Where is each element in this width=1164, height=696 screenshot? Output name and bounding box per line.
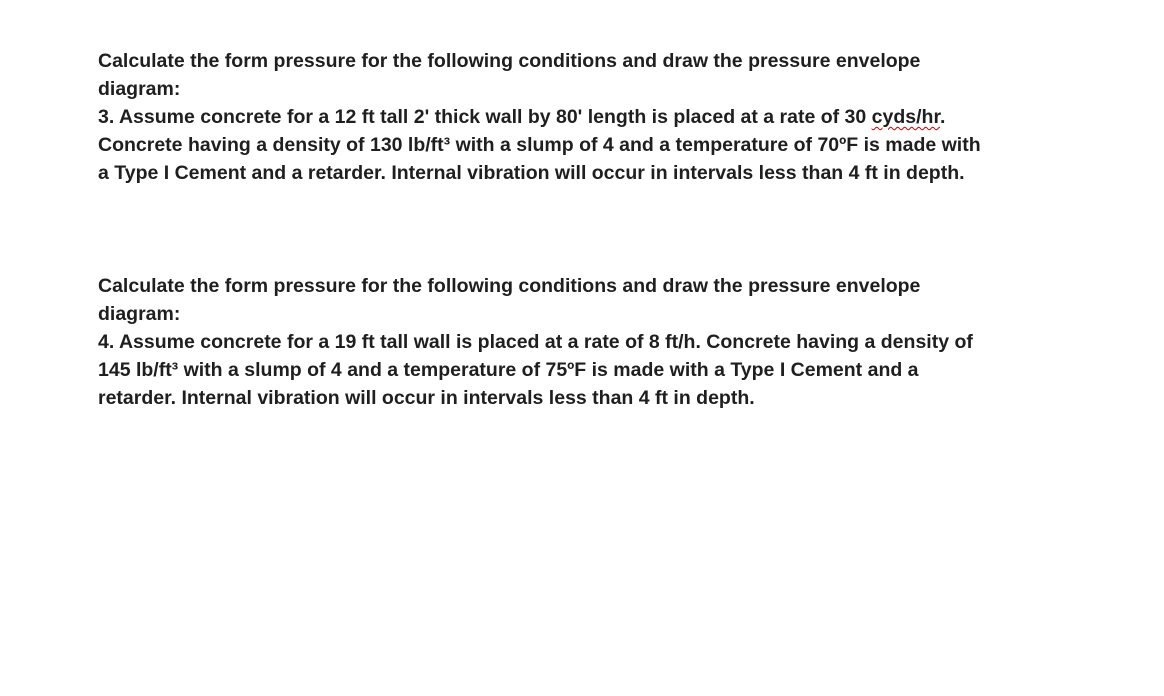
problem-3-line-1: Calculate the form pressure for the following conditions and draw the pressure envelope <box>98 50 921 72</box>
problem-3-block <box>98 47 1038 187</box>
problem-4-line-3: 4. Assume concrete for a 19 ft tall wall is placed at a rate of 8 ft/h. Concrete having a density of <box>98 331 973 353</box>
problem-3-line-2: diagram: <box>98 78 181 100</box>
problem-3-line-5: a Type I Cement and a retarder. Internal vibration will occur in intervals less than 4 ft in depth. <box>98 162 965 184</box>
problem-4-line-1: Calculate the form pressure for the following conditions and draw the pressure envelope <box>98 275 921 297</box>
spellcheck-flagged-word: cyds/hr <box>871 106 940 128</box>
problem-3-line-3-end: . <box>939 106 946 128</box>
problem-3-line-3-text: 3. Assume concrete for a 12 ft tall 2' thick wall by 80' length is placed at a rate of 30 <box>98 106 872 128</box>
problem-4-line-2: diagram: <box>98 303 181 325</box>
problem-3-line-3 <box>98 103 1038 131</box>
problem-3-line-4: Concrete having a density of 130 lb/ft³ with a slump of 4 and a temperature of 70ºF is made with <box>98 134 981 156</box>
problem-4-line-5: retarder. Internal vibration will occur in intervals less than 4 ft in depth. <box>98 387 755 409</box>
problem-4-line-4: 145 lb/ft³ with a slump of 4 and a temperature of 75ºF is made with a Type I Cement and a <box>98 359 919 381</box>
problem-4-block <box>98 272 1038 412</box>
